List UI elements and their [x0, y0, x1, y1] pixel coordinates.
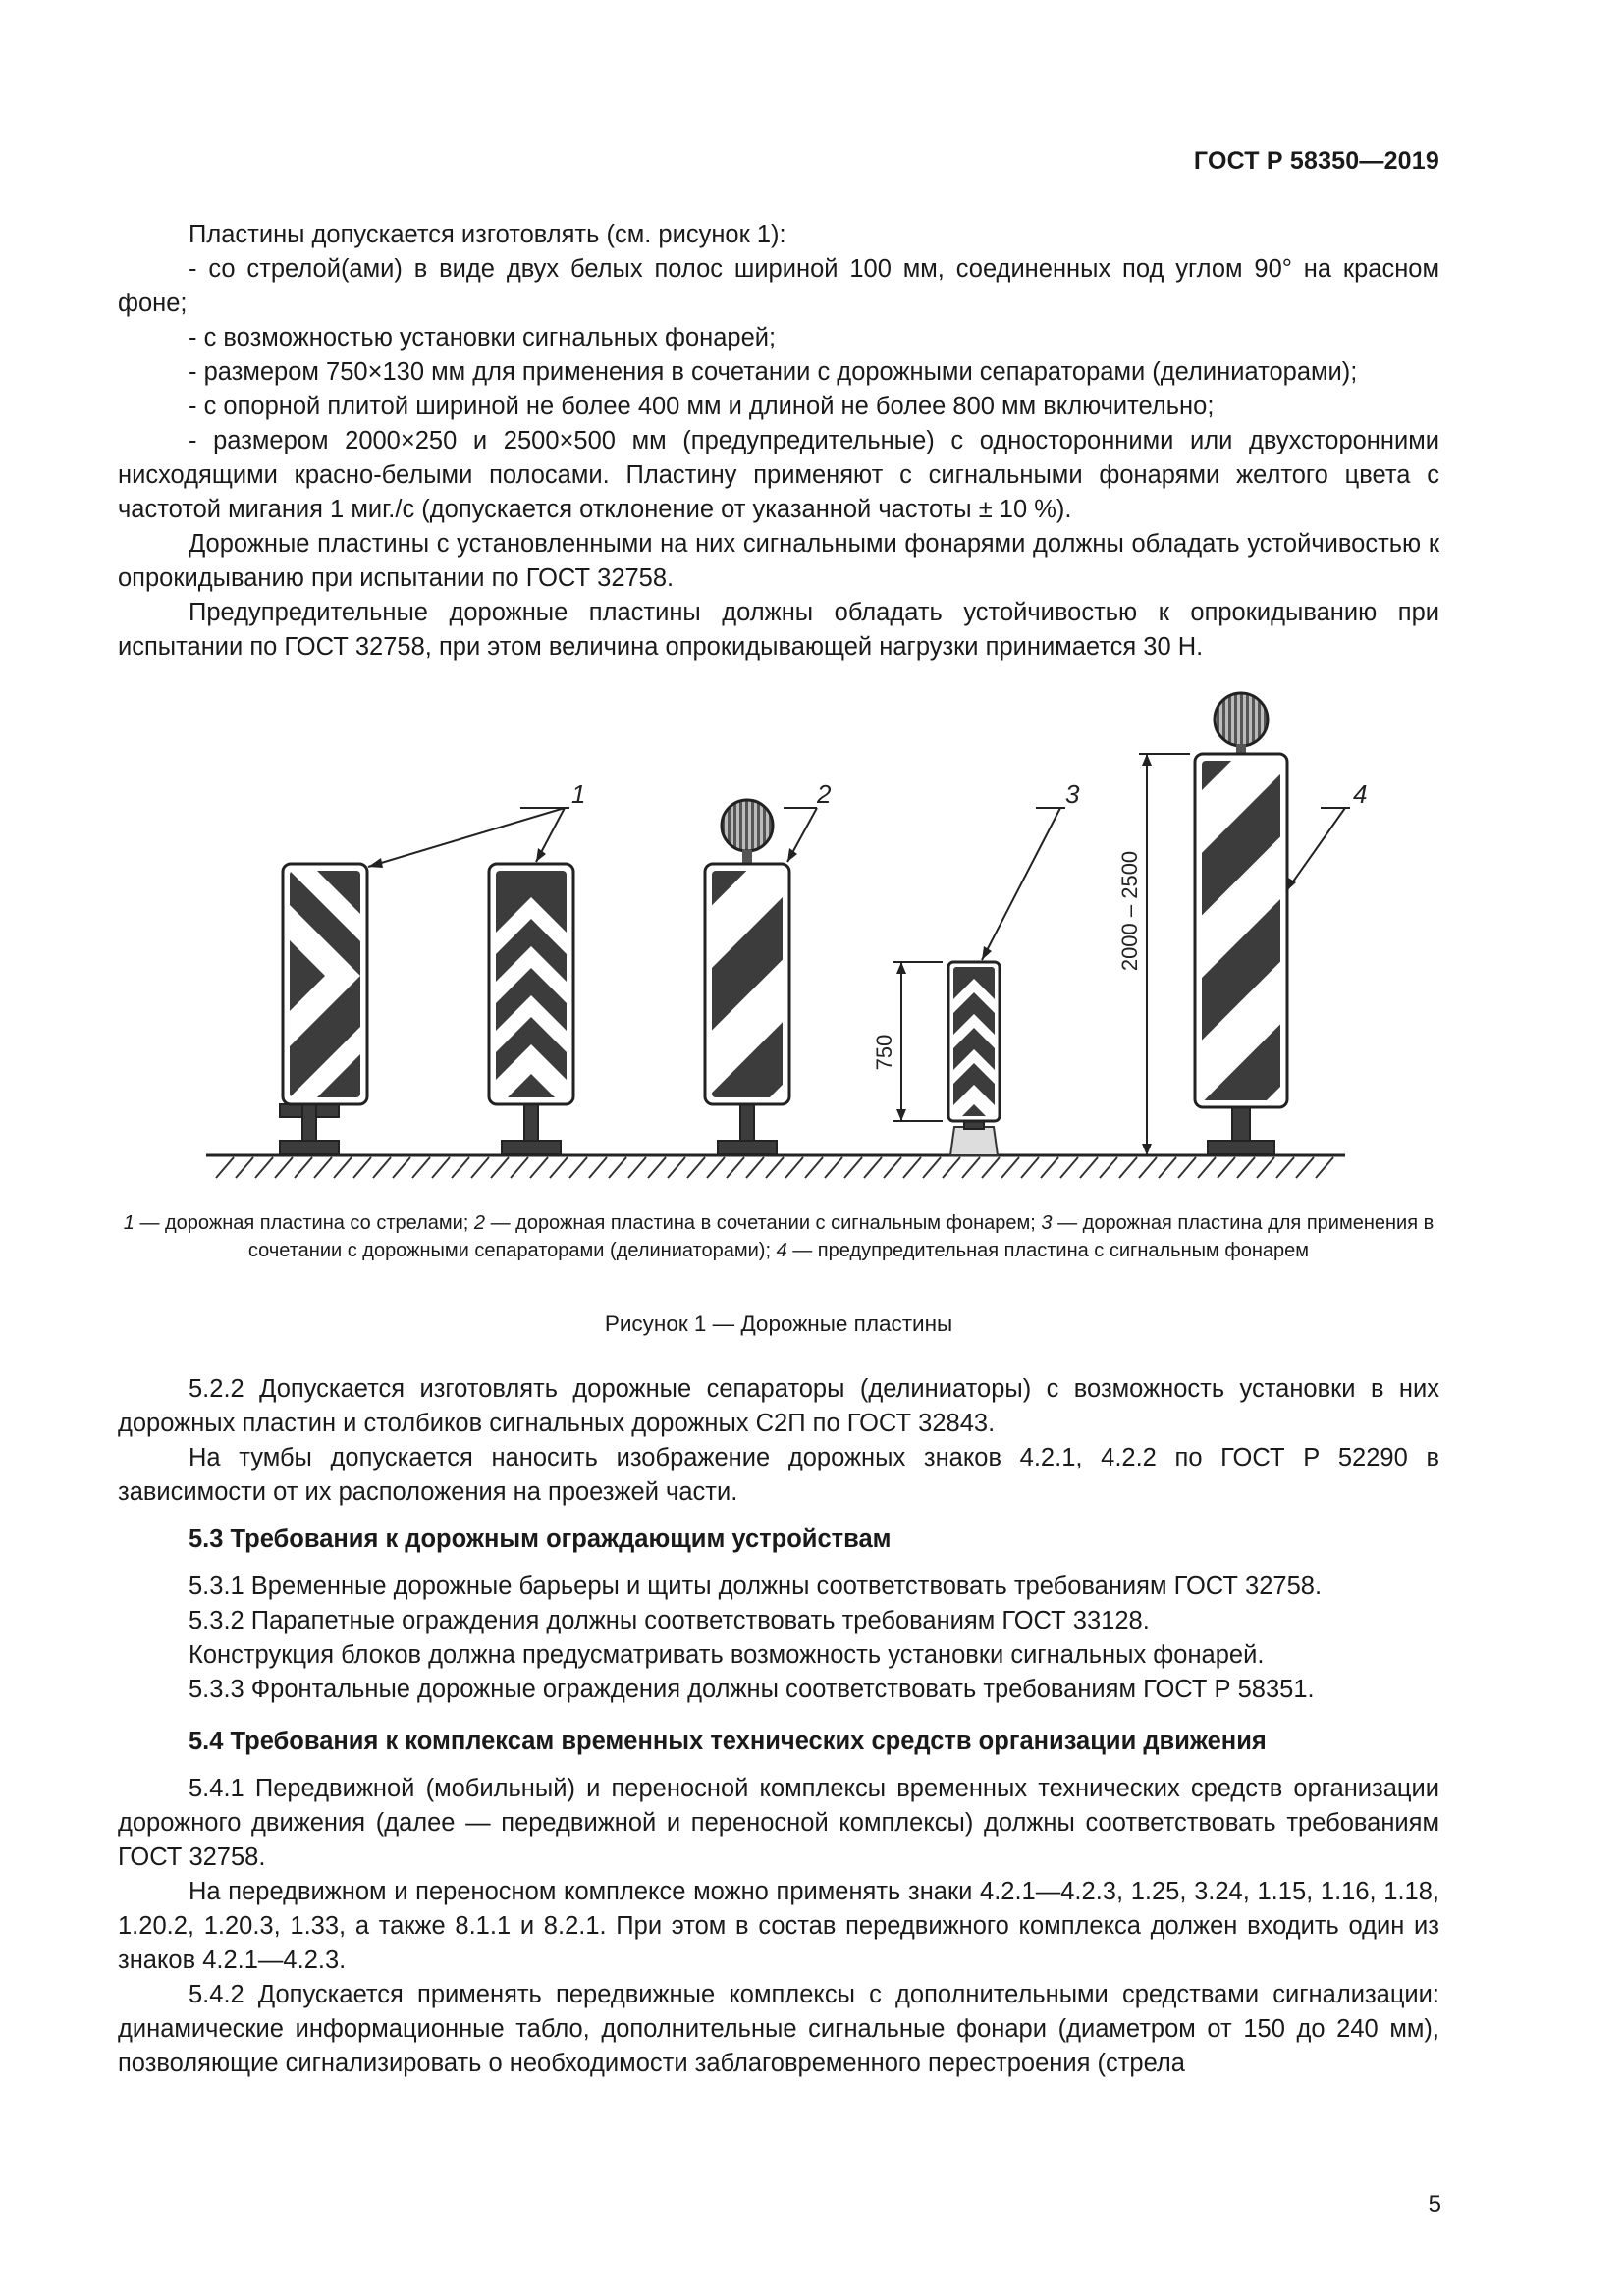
- list-item: - размером 2000×250 и 2500×500 мм (предупредительные) с односторонними или двухсторонними нисходящими красно-белыми полосами. Пластину применяют с сигнальными фонарями желтого цвета с частотой мигания 1 миг./с (допускается отклонение от указанной частоты ± 10 %).: [118, 427, 1439, 523]
- page-number: 5: [1428, 2191, 1441, 2217]
- section-heading-5-3: 5.3 Требования к дорожным ограждающим устройствам: [189, 1525, 892, 1553]
- paragraph-5-3-2: 5.3.2 Парапетные ограждения должны соответствовать требованиям ГОСТ 33128.: [189, 1607, 1150, 1634]
- paragraph-5-4-2: 5.4.2 Допускается применять передвижные комплексы с дополнительными средствами сигнализации: динамические информационные табло, дополнительные сигнальные фонари (диаметром от 150 до 240 мм), позволяющие сигнализировать о необходимости заблаговременного перестроения (стрела: [118, 1981, 1439, 2077]
- legend-text: — предупредительная пластина с сигнальным фонарем: [786, 1240, 1310, 1261]
- figure-legend: [118, 1209, 1439, 1264]
- callout-4: 4: [1353, 779, 1368, 809]
- road-plates-figure: [118, 687, 1439, 1198]
- list-item: - с возможностью установки сигнальных фонарей;: [189, 324, 777, 351]
- plate-with-lamp: [705, 800, 789, 1154]
- legend-number: 1: [123, 1212, 135, 1234]
- callout-2: 2: [817, 779, 832, 809]
- small-delineator-plate: [893, 962, 1000, 1155]
- dimension-750-label: 750: [872, 1034, 896, 1071]
- callout-3: 3: [1065, 779, 1080, 809]
- dimension-2000-2500-label: 2000 – 2500: [1117, 850, 1142, 972]
- list-item: - со стрелой(ами) в виде двух белых полос шириной 100 мм, соединенных под углом 90° на красном фоне;: [118, 255, 1439, 317]
- legend-number: 4: [776, 1240, 787, 1261]
- callout-1: 1: [571, 779, 586, 809]
- legend-text: — дорожная пластина для применения в сочетании с дорожными сепараторами (делиниаторами);: [247, 1212, 1435, 1261]
- list-item: - с опорной плитой шириной не более 400 мм и длиной не более 800 мм включительно;: [189, 393, 1215, 420]
- legend-number: 2: [473, 1212, 486, 1234]
- tall-warning-plate: [1139, 693, 1287, 1155]
- legend-text: — дорожная пластина со стрелами;: [134, 1212, 474, 1234]
- document-code-header: ГОСТ Р 58350—2019: [1193, 147, 1439, 175]
- section-heading-5-4: 5.4 Требования к комплексам временных технических средств организации движения: [189, 1728, 1267, 1755]
- top-text-block: [118, 218, 1439, 665]
- legend-number: 3: [1041, 1212, 1053, 1234]
- figure-title: Рисунок 1 — Дорожные пластины: [604, 1311, 953, 1336]
- paragraph-5-2-2: 5.2.2 Допускается изготовлять дорожные сепараторы (делиниаторы) с возможность установки в них дорожных пластин и столбиков сигнальных дорожных С2П по ГОСТ 32843.: [118, 1375, 1439, 1437]
- ground-line: [206, 1155, 1345, 1178]
- paragraph-5-3-1: 5.3.1 Временные дорожные барьеры и щиты должны соответствовать требованиям ГОСТ 32758.: [189, 1573, 1323, 1600]
- bottom-text-block: [118, 1372, 1439, 2081]
- paragraph-tumby: На тумбы допускается наносить изображение дорожных знаков 4.2.1, 4.2.2 по ГОСТ Р 52290 в зависимости от их расположения на проезжей части.: [118, 1444, 1439, 1506]
- warning-paragraph: Предупредительные дорожные пластины должны обладать устойчивостью к опрокидыванию при испытании по ГОСТ 32758, при этом величина опрокидывающей нагрузки принимается 30 Н.: [118, 599, 1439, 661]
- stability-paragraph: Дорожные пластины с установленными на них сигнальными фонарями должны обладать устойчивостью к опрокидыванию при испытании по ГОСТ 32758.: [118, 530, 1439, 592]
- list-item: - размером 750×130 мм для применения в сочетании с дорожными сепараторами (делиниаторами);: [189, 358, 1358, 386]
- paragraph-5-4-1: 5.4.1 Передвижной (мобильный) и переносной комплексы временных технических средств организации дорожного движения (далее — передвижной и переносной комплексы) должны соответствовать требованиям ГОСТ 32758.: [118, 1775, 1439, 1871]
- paragraph-blocks: Конструкция блоков должна предусматривать возможность установки сигнальных фонарей.: [189, 1641, 1265, 1669]
- paragraph-signs: На передвижном и переносном комплексе можно применять знаки 4.2.1—4.2.3, 1.25, 3.24, 1.15, 1.16, 1.18, 1.20.2, 1.20.3, 1.33, а также 8.1.1 и 8.2.1. При этом в состав передвижного комплекса должен входить один из знаков 4.2.1—4.2.3.: [118, 1878, 1439, 1974]
- intro-paragraph: Пластины допускается изготовлять (см. рисунок 1):: [189, 221, 786, 248]
- paragraph-5-3-3: 5.3.3 Фронтальные дорожные ограждения должны соответствовать требованиям ГОСТ Р 58351.: [189, 1676, 1315, 1703]
- legend-text: — дорожная пластина в сочетании с сигнальным фонарем;: [485, 1212, 1042, 1234]
- plate-with-arrows: [280, 864, 367, 1154]
- plate-with-chevrons: [489, 864, 573, 1154]
